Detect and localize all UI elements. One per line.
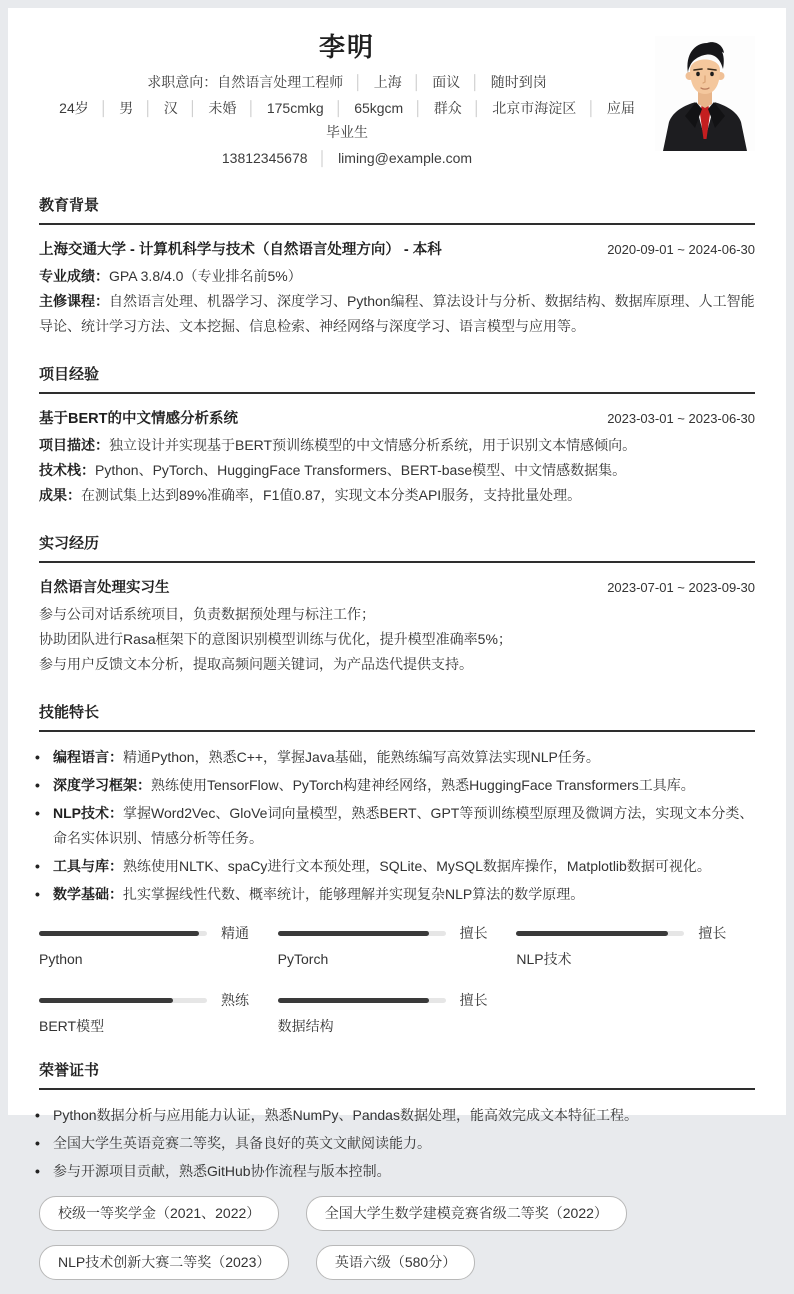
section-title: 教育背景 bbox=[39, 196, 755, 225]
separator bbox=[335, 100, 344, 116]
bar-fill bbox=[516, 931, 667, 936]
email-address: liming@example.com bbox=[338, 150, 473, 166]
separator bbox=[587, 100, 596, 116]
project-dates: 2023-03-01 ~ 2023-06-30 bbox=[607, 411, 755, 426]
info-item: 175cmkg bbox=[266, 100, 324, 116]
bar-level: 精通 bbox=[221, 925, 249, 941]
stack-label: 技术栈： bbox=[39, 462, 95, 478]
award-pill: 全国大学生数学建模竞赛省级二等奖（2022） bbox=[306, 1196, 627, 1231]
skill-label: 数学基础： bbox=[53, 886, 123, 902]
skill-text: 熟练使用NLTK、spaCy进行文本预处理，SQLite、MySQL数据库操作，Matplotlib数据可视化。 bbox=[123, 858, 711, 874]
candidate-name: 李明 bbox=[318, 32, 375, 62]
section-title: 技能特长 bbox=[39, 703, 755, 732]
honors-list bbox=[39, 1103, 755, 1184]
skill-item bbox=[39, 801, 755, 851]
intent-item: 上海 bbox=[373, 74, 402, 90]
info-item: 汉 bbox=[163, 100, 178, 116]
internship-line: 参与公司对话系统项目，负责数据预处理与标注工作； bbox=[39, 606, 375, 622]
skill-item bbox=[39, 854, 755, 879]
skill-bar bbox=[278, 990, 517, 1035]
education-entry-header bbox=[39, 238, 755, 262]
skill-bar bbox=[39, 990, 278, 1035]
section-internship bbox=[39, 534, 755, 677]
internship-line: 协助团队进行Rasa框架下的意图识别模型训练与优化，提升模型准确率5%； bbox=[39, 631, 512, 647]
section-project bbox=[39, 365, 755, 508]
skill-bars bbox=[39, 923, 755, 1035]
bar-track bbox=[39, 998, 207, 1003]
bar-name: 数据结构 bbox=[277, 1018, 334, 1034]
bar-level: 熟练 bbox=[221, 992, 249, 1008]
skill-item bbox=[39, 773, 755, 798]
skill-label: NLP技术： bbox=[53, 805, 123, 821]
separator bbox=[471, 74, 480, 90]
stack-value: Python、PyTorch、HuggingFace Transformers、BERT-base模型、中文情感数据集。 bbox=[95, 462, 627, 478]
internship-entry-header bbox=[39, 576, 755, 600]
separator bbox=[473, 100, 482, 116]
profile-photo bbox=[655, 36, 755, 151]
courses-row bbox=[39, 289, 755, 339]
section-skills bbox=[39, 703, 755, 1035]
separator bbox=[413, 74, 422, 90]
phone-number: 13812345678 bbox=[221, 150, 308, 166]
skill-label: 工具与库： bbox=[53, 858, 123, 874]
info-item: 未婚 bbox=[208, 100, 237, 116]
separator bbox=[318, 150, 327, 166]
project-entry-header bbox=[39, 407, 755, 431]
info-item: 24岁 bbox=[59, 100, 89, 116]
bar-name: PyTorch bbox=[277, 951, 329, 967]
bar-fill bbox=[39, 931, 199, 936]
intent-item: 面议 bbox=[432, 74, 461, 90]
bar-level: 擅长 bbox=[459, 992, 488, 1008]
honor-item: • 全国大学生英语竞赛二等奖，具备良好的英文文献阅读能力。 bbox=[39, 1131, 755, 1156]
award-pills bbox=[39, 1196, 755, 1294]
desc-value: 独立设计并实现基于BERT预训练模型的中文情感分析系统，用于识别文本情感倾向。 bbox=[109, 437, 637, 453]
bar-fill bbox=[39, 998, 173, 1003]
skill-text: 熟练使用TensorFlow、PyTorch构建神经网络，熟悉HuggingFace Transformers工具库。 bbox=[151, 777, 695, 793]
bar-name: NLP技术 bbox=[516, 951, 572, 967]
job-intent-line bbox=[39, 70, 655, 94]
bar-level: 擅长 bbox=[698, 925, 727, 941]
award-pill: 英语六级（580分） bbox=[316, 1245, 475, 1280]
honor-item: • 参与开源项目贡献，熟悉GitHub协作流程与版本控制。 bbox=[39, 1159, 755, 1184]
skill-text: 扎实掌握线性代数、概率统计，能够理解并实现复杂NLP算法的数学原理。 bbox=[123, 886, 585, 902]
info-item: 65kgcm bbox=[354, 100, 404, 116]
internship-line: 参与用户反馈文本分析，提取高频问题关键词，为产品迭代提供支持。 bbox=[39, 656, 473, 672]
school-degree: 上海交通大学 - 计算机科学与技术（自然语言处理方向） - 本科 bbox=[39, 242, 442, 258]
section-honors bbox=[39, 1061, 755, 1294]
courses-value: 自然语言处理、机器学习、深度学习、Python编程、算法设计与分析、数据结构、数据库原理、人工智能导论、统计学习方法、文本挖掘、信息检索、神经网络与深度学习、语言模型与应用等。 bbox=[39, 293, 755, 334]
bar-fill bbox=[278, 998, 429, 1003]
info-item: 应届毕业生 bbox=[326, 100, 635, 140]
separator bbox=[144, 100, 153, 116]
bar-name: Python bbox=[39, 951, 83, 967]
bar-track bbox=[278, 931, 446, 936]
result-label: 成果： bbox=[39, 487, 81, 503]
gpa-row bbox=[39, 264, 755, 289]
honor-item: • Python数据分析与应用能力认证，熟悉NumPy、Pandas数据处理，能高效完成文本特征工程。 bbox=[39, 1103, 755, 1128]
separator bbox=[414, 100, 423, 116]
section-title: 实习经历 bbox=[39, 534, 755, 563]
award-pill: 校级一等奖学金（2021、2022） bbox=[39, 1196, 279, 1231]
separator bbox=[354, 74, 363, 90]
header-text-block bbox=[39, 22, 655, 170]
skill-bar bbox=[39, 923, 278, 968]
internship-role: 自然语言处理实习生 bbox=[39, 580, 170, 596]
bar-name: BERT模型 bbox=[39, 1018, 105, 1034]
gpa-value: GPA 3.8/4.0（专业排名前5%） bbox=[109, 268, 302, 284]
award-pill: NLP技术创新大赛二等奖（2023） bbox=[39, 1245, 289, 1280]
intent-item: 求职意向：自然语言处理工程师 bbox=[147, 74, 344, 90]
info-item: 北京市海淀区 bbox=[492, 100, 577, 116]
personal-info-line bbox=[58, 96, 636, 144]
bar-level: 擅长 bbox=[459, 925, 488, 941]
resume-header bbox=[39, 22, 755, 170]
section-title: 荣誉证书 bbox=[39, 1061, 755, 1090]
skill-text: 精通Python，熟悉C++，掌握Java基础，能熟练编写高效算法实现NLP任务。 bbox=[123, 749, 600, 765]
contact-line bbox=[39, 146, 655, 170]
courses-label: 主修课程： bbox=[39, 293, 109, 309]
result-value: 在测试集上达到89%准确率，F1值0.87，实现文本分类API服务，支持批量处理。 bbox=[81, 487, 582, 503]
project-stack-row bbox=[39, 458, 755, 483]
skill-text: 掌握Word2Vec、GloVe词向量模型，熟悉BERT、GPT等预训练模型原理及微调方法，实现文本分类、命名实体识别、情感分析等任务。 bbox=[53, 805, 754, 846]
skill-item bbox=[39, 882, 755, 907]
skills-list bbox=[39, 745, 755, 907]
bar-track bbox=[39, 931, 207, 936]
separator bbox=[247, 100, 256, 116]
education-dates: 2020-09-01 ~ 2024-06-30 bbox=[607, 242, 755, 257]
skill-label: 深度学习框架： bbox=[53, 777, 151, 793]
project-desc-row bbox=[39, 433, 755, 458]
skill-item bbox=[39, 745, 755, 770]
project-result-row bbox=[39, 483, 755, 508]
info-item: 群众 bbox=[433, 100, 462, 116]
intent-item: 随时到岗 bbox=[490, 74, 547, 90]
section-education bbox=[39, 196, 755, 339]
project-name: 基于BERT的中文情感分析系统 bbox=[39, 411, 238, 427]
resume-page bbox=[8, 8, 786, 1270]
bar-track bbox=[278, 998, 446, 1003]
skill-bar bbox=[516, 923, 755, 968]
desc-label: 项目描述： bbox=[39, 437, 109, 453]
separator bbox=[189, 100, 198, 116]
bar-track bbox=[516, 931, 684, 936]
internship-dates: 2023-07-01 ~ 2023-09-30 bbox=[607, 580, 755, 595]
bar-fill bbox=[278, 931, 429, 936]
gpa-label: 专业成绩： bbox=[39, 268, 109, 284]
skill-bar bbox=[278, 923, 517, 968]
info-item: 男 bbox=[119, 100, 134, 116]
separator bbox=[100, 100, 109, 116]
section-title: 项目经验 bbox=[39, 365, 755, 394]
skill-label: 编程语言： bbox=[53, 749, 123, 765]
